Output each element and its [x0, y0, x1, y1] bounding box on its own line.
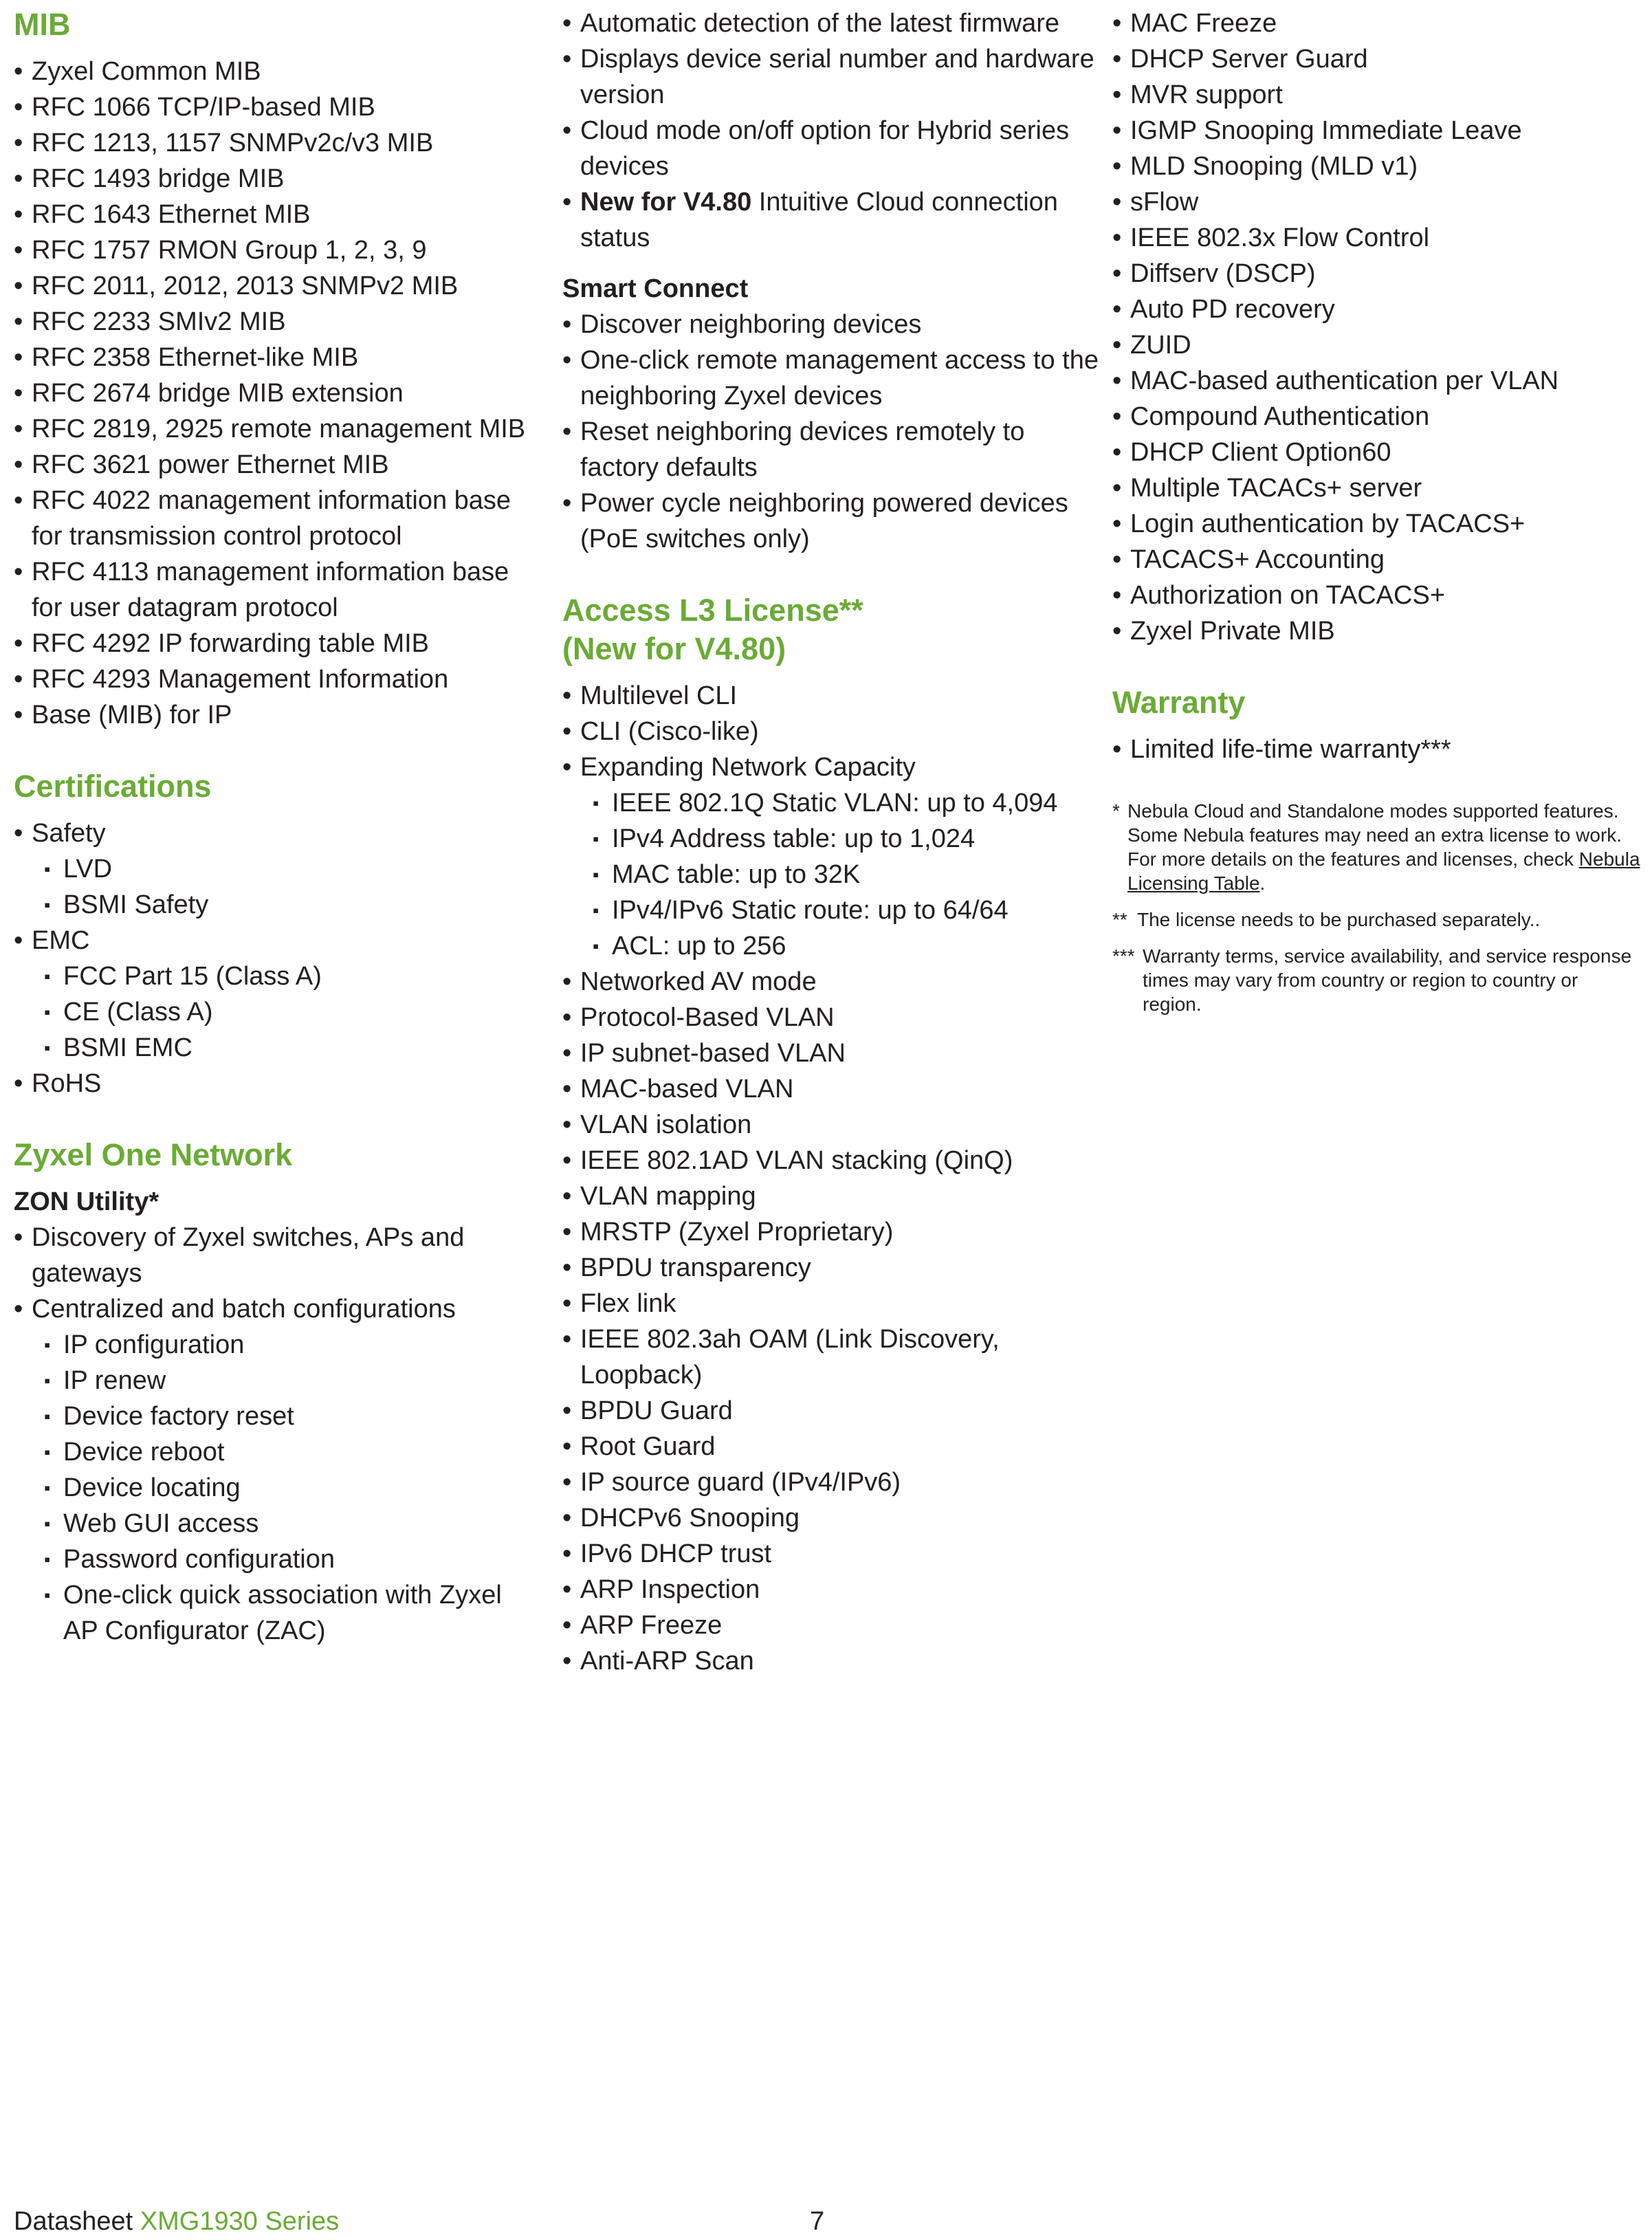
- access-l3-list: [562, 678, 1099, 1679]
- list-item: • Expanding Network Capacity: [562, 749, 1099, 785]
- list-item: • Diffserv (DSCP): [1112, 256, 1642, 292]
- footer-label: Datasheet: [14, 2207, 140, 2236]
- list-item: • Reset neighboring devices remotely to factory defaults: [562, 414, 1099, 485]
- list-item: • BPDU transparency: [562, 1250, 1099, 1286]
- new-item-text: Intuitive Cloud connection status: [580, 188, 1058, 252]
- list-item: • RFC 4022 management information base for transmission control protocol: [14, 483, 529, 554]
- list-item: • RFC 4113 management information base for user datagram protocol: [14, 554, 529, 626]
- list-item: • DHCP Client Option60: [1112, 435, 1642, 470]
- list-item: • TACACS+ Accounting: [1112, 542, 1642, 578]
- list-item: • RFC 1493 bridge MIB: [14, 161, 529, 197]
- list-item: • RFC 1643 Ethernet MIB: [14, 197, 529, 232]
- list-subitem: ▪ MAC table: up to 32K: [562, 857, 1099, 892]
- mib-heading: MIB: [14, 7, 71, 42]
- list-item: • Power cycle neighboring powered devices (PoE switches only): [562, 485, 1099, 557]
- list-item: • ARP Inspection: [562, 1572, 1099, 1607]
- certifications-heading: Certifications: [14, 769, 212, 804]
- list-item: • Flex link: [562, 1286, 1099, 1321]
- list-subitem: ▪ ACL: up to 256: [562, 928, 1099, 964]
- list-item: • CLI (Cisco-like): [562, 714, 1099, 749]
- column-middle: [562, 6, 1099, 1679]
- list-subitem: ▪ LVD: [14, 851, 529, 887]
- list-item: • IPv6 DHCP trust: [562, 1536, 1099, 1572]
- list-item: • IP subnet-based VLAN: [562, 1035, 1099, 1071]
- column-right: [1112, 6, 1642, 1029]
- list-item: • sFlow: [1112, 184, 1642, 220]
- list-item: • RFC 4292 IP forwarding table MIB: [14, 626, 529, 661]
- list-item: • MAC Freeze: [1112, 6, 1642, 41]
- list-item: • MVR support: [1112, 77, 1642, 113]
- list-subitem: ▪ Web GUI access: [14, 1506, 529, 1541]
- list-subitem: ▪ IEEE 802.1Q Static VLAN: up to 4,094: [562, 785, 1099, 821]
- list-item: • MRSTP (Zyxel Proprietary): [562, 1214, 1099, 1250]
- list-item: • Authorization on TACACS+: [1112, 578, 1642, 613]
- mib-list: [14, 54, 529, 733]
- list-item: • Login authentication by TACACS+: [1112, 506, 1642, 542]
- list-item: • RFC 4293 Management Information: [14, 661, 529, 697]
- smart-connect-subheading: Smart Connect: [562, 274, 749, 303]
- access-l3-heading: [562, 591, 1099, 668]
- footnote-text: Warranty terms, service availability, and service response times may vary from country or region to country or region.: [1143, 945, 1632, 1015]
- page-number: 7: [810, 2207, 825, 2236]
- list-subitem: ▪ One-click quick association with Zyxel AP Configurator (ZAC): [14, 1577, 529, 1649]
- zon-heading: Zyxel One Network: [14, 1137, 293, 1172]
- list-item: • Cloud mode on/off option for Hybrid series devices: [562, 113, 1099, 184]
- list-item: • VLAN isolation: [562, 1107, 1099, 1143]
- list-item: • RFC 2358 Ethernet-like MIB: [14, 340, 529, 375]
- list-item: • Zyxel Common MIB: [14, 54, 529, 89]
- list-item: • Safety: [14, 815, 529, 851]
- access-l3-heading-line1: Access L3 License**: [562, 593, 863, 628]
- list-subitem: ▪ CE (Class A): [14, 994, 529, 1030]
- footnote-1: [1112, 799, 1642, 895]
- list-item: • RFC 2819, 2925 remote management MIB: [14, 411, 529, 447]
- footer-title: [14, 2206, 339, 2237]
- list-item: • Discover neighboring devices: [562, 307, 1099, 342]
- access-l3-heading-line2: (New for V4.80): [562, 631, 786, 666]
- list-item: [562, 184, 1099, 256]
- footnote-mark: **: [1112, 909, 1127, 930]
- warranty-list: [1112, 732, 1642, 767]
- list-item: • Automatic detection of the latest firmware: [562, 6, 1099, 41]
- list-item: • Base (MIB) for IP: [14, 697, 529, 733]
- list-subitem: ▪ IPv4/IPv6 Static route: up to 64/64: [562, 892, 1099, 928]
- list-item: • DHCPv6 Snooping: [562, 1500, 1099, 1536]
- smart-connect-list: [562, 307, 1099, 557]
- list-item: • RFC 2011, 2012, 2013 SNMPv2 MIB: [14, 268, 529, 304]
- list-item: • RFC 1757 RMON Group 1, 2, 3, 9: [14, 232, 529, 268]
- list-item: • Multilevel CLI: [562, 678, 1099, 714]
- footnote-mark: ***: [1112, 945, 1135, 967]
- list-item: • RFC 1213, 1157 SNMPv2c/v3 MIB: [14, 125, 529, 161]
- footnotes: [1112, 799, 1642, 1016]
- list-item: • Protocol-Based VLAN: [562, 1000, 1099, 1035]
- list-item: • ARP Freeze: [562, 1607, 1099, 1643]
- list-item: • Zyxel Private MIB: [1112, 613, 1642, 649]
- list-subitem: ▪ IP configuration: [14, 1327, 529, 1363]
- zon-utility-subheading: ZON Utility*: [14, 1187, 159, 1216]
- zon-continued-list: [562, 6, 1099, 256]
- list-item: • Anti-ARP Scan: [562, 1643, 1099, 1679]
- list-subitem: ▪ Device locating: [14, 1470, 529, 1506]
- list-item: • One-click remote management access to the neighboring Zyxel devices: [562, 342, 1099, 414]
- footnote-text: The license needs to be purchased separately..: [1137, 909, 1541, 930]
- footer-series: XMG1930 Series: [140, 2207, 340, 2236]
- list-subitem: ▪ BSMI Safety: [14, 887, 529, 923]
- footnote-2: [1112, 908, 1642, 932]
- footnote-3: [1112, 944, 1642, 1016]
- list-item: • Displays device serial number and hardware version: [562, 41, 1099, 113]
- certifications-list: [14, 815, 529, 1101]
- list-item: • IEEE 802.3ah OAM (Link Discovery, Loopback): [562, 1321, 1099, 1393]
- list-item: • MAC-based VLAN: [562, 1071, 1099, 1107]
- list-item: • IGMP Snooping Immediate Leave: [1112, 113, 1642, 149]
- list-subitem: ▪ IPv4 Address table: up to 1,024: [562, 821, 1099, 857]
- list-item: • IEEE 802.1AD VLAN stacking (QinQ): [562, 1143, 1099, 1178]
- list-item: • MAC-based authentication per VLAN: [1112, 363, 1642, 399]
- list-item: • BPDU Guard: [562, 1393, 1099, 1429]
- list-item: • IEEE 802.3x Flow Control: [1112, 220, 1642, 256]
- new-badge-text: New for V4.80: [580, 188, 752, 217]
- list-subitem: ▪ Device reboot: [14, 1434, 529, 1470]
- features-list: [1112, 6, 1642, 649]
- nebula-licensing-link[interactable]: Nebula Licensing Table: [1127, 848, 1640, 894]
- list-item: • RoHS: [14, 1066, 529, 1101]
- list-item: • Limited life-time warranty***: [1112, 732, 1642, 767]
- list-item: • Auto PD recovery: [1112, 292, 1642, 327]
- footnote-mark: *: [1112, 800, 1120, 822]
- list-item: • Multiple TACACs+ server: [1112, 470, 1642, 506]
- list-subitem: ▪ BSMI EMC: [14, 1030, 529, 1066]
- zon-list: [14, 1220, 529, 1649]
- list-item: • EMC: [14, 923, 529, 958]
- list-subitem: ▪ Password configuration: [14, 1541, 529, 1577]
- list-item: • Discovery of Zyxel switches, APs and gateways: [14, 1220, 529, 1291]
- list-subitem: ▪ IP renew: [14, 1363, 529, 1398]
- list-item: • Networked AV mode: [562, 964, 1099, 1000]
- footnote-text-end: .: [1259, 872, 1266, 894]
- list-item: • Centralized and batch configurations: [14, 1291, 529, 1327]
- list-item: • IP source guard (IPv4/IPv6): [562, 1464, 1099, 1500]
- list-item: • MLD Snooping (MLD v1): [1112, 149, 1642, 184]
- column-left: [14, 6, 529, 1649]
- warranty-heading: Warranty: [1112, 685, 1246, 720]
- list-item: • RFC 2233 SMIv2 MIB: [14, 304, 529, 340]
- list-item: • VLAN mapping: [562, 1178, 1099, 1214]
- list-item: • DHCP Server Guard: [1112, 41, 1642, 77]
- list-item: • Root Guard: [562, 1429, 1099, 1464]
- list-item: • Compound Authentication: [1112, 399, 1642, 435]
- list-item: • ZUID: [1112, 327, 1642, 363]
- list-subitem: ▪ FCC Part 15 (Class A): [14, 958, 529, 994]
- list-subitem: ▪ Device factory reset: [14, 1398, 529, 1434]
- list-item: • RFC 1066 TCP/IP-based MIB: [14, 89, 529, 125]
- list-item: • RFC 3621 power Ethernet MIB: [14, 447, 529, 483]
- list-item: • RFC 2674 bridge MIB extension: [14, 375, 529, 411]
- footnote-text: Nebula Cloud and Standalone modes supported features. Some Nebula features may need an extra license to work. For more details on the features and licenses, check: [1127, 800, 1622, 870]
